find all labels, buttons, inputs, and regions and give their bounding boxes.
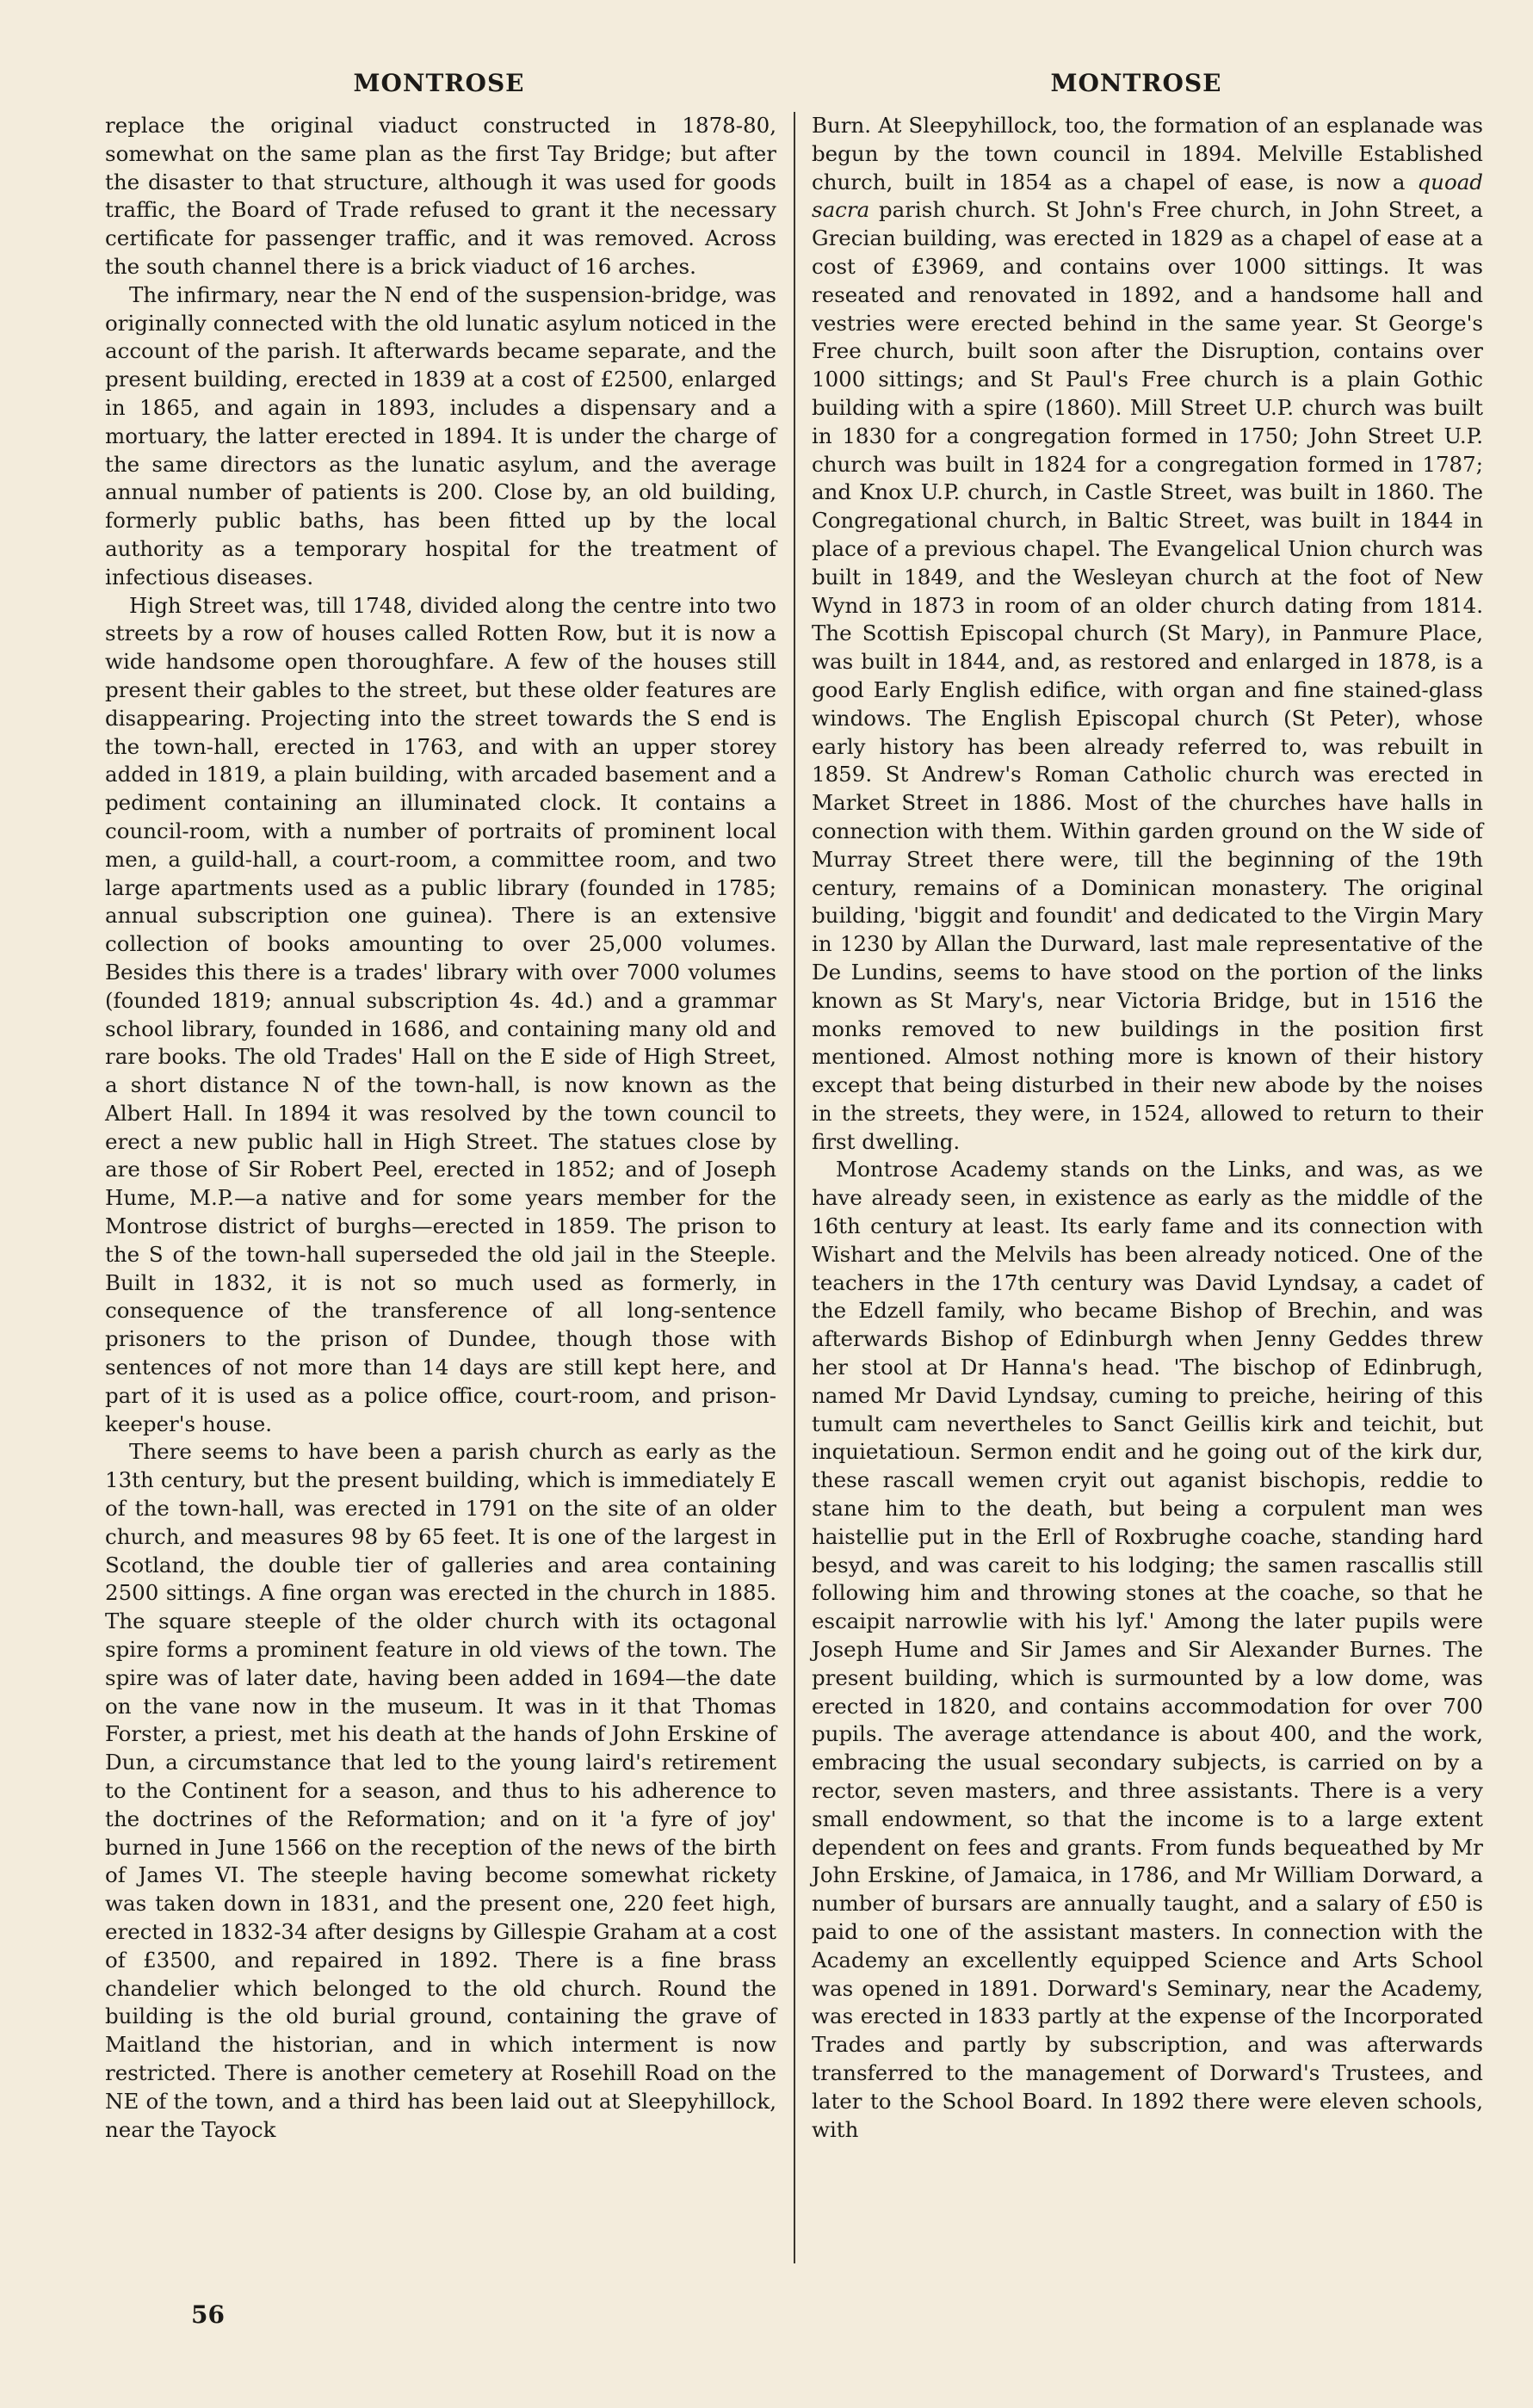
- left-column: [105, 112, 776, 2144]
- running-head-left: MONTROSE: [353, 69, 525, 97]
- paragraph: [812, 112, 1483, 1156]
- right-column: [812, 112, 1483, 2144]
- text-run: Burn. At Sleepyhillock, too, the formation of an esplanade was begun by the town council in 1894. Melville Established church, built in 1854 as a chapel of ease, is now a: [812, 113, 1483, 194]
- page-number: 56: [191, 2300, 225, 2329]
- running-head-right: MONTROSE: [1050, 69, 1222, 97]
- paragraph: The infirmary, near the N end of the suspension-bridge, was originally connected with the old lunatic asylum noticed in the account of the parish. It afterwards became separate, and the present building, erected in 1839 at a cost of £2500, enlarged in 1865, and again in 1893, includes a dispensary and a mortuary, the latter erected in 1894. It is under the charge of the same directors as the lunatic asylum, and the average annual number of patients is 200. Close by, an old building, formerly public baths, has been fitted up by the local authority as a temporary hospital for the treatment of infectious diseases.: [105, 281, 776, 590]
- italic-text: quoad sacra: [812, 169, 1483, 223]
- paragraph: There seems to have been a parish church as early as the 13th century, but the present building, which is immediately E of the town-hall, was erected in 1791 on the site of an older church, and measures 98 by 65 feet. It is one of the largest in Scotland, the double tier of galleries and area containing 2500 sittings. A fine organ was erected in the church in 1885. The square steeple of the older church with its octagonal spire forms a prominent feature in old views of the town. The spire was of later date, having been added in 1694—the date on the vane now in the museum. It was in it that Thomas Forster, a priest, met his death at the hands of John Erskine of Dun, a circumstance that led to the young laird's retirement to the Continent for a season, and thus to his adherence to the doctrines of the Reformation; and on it 'a fyre of joy' burned in June 1566 on the reception of the news of the birth of James VI. The steeple having become somewhat rickety was taken down in 1831, and the present one, 220 feet high, erected in 1832-34 after designs by Gillespie Graham at a cost of £3500, and repaired in 1892. There is a fine brass chandelier which belonged to the old church. Round the building is the old burial ground, containing the grave of Maitland the historian, and in which interment is now restricted. There is another cemetery at Rosehill Road on the NE of the town, and a third has been laid out at Sleepyhillock, near the Tayock: [105, 1439, 776, 2142]
- paragraph: High Street was, till 1748, divided along the centre into two streets by a row of houses called Rotten Row, but it is now a wide handsome open thoroughfare. A few of the houses still present their gables to the street, but these older features are disappearing. Projecting into the street towards the S end is the town-hall, erected in 1763, and with an upper storey added in 1819, a plain building, with arcaded basement and a pediment containing an illuminated clock. It contains a council-room, with a number of portraits of prominent local men, a guild-hall, a court-room, a committee room, and two large apartments used as a public library (founded in 1785; annual subscription one guinea). There is an extensive collection of books amounting to over 25,000 volumes. Besides this there is a trades' library with over 7000 volumes (founded 1819; annual subscription 4s. 4d.) and a grammar school library, founded in 1686, and containing many old and rare books. The old Trades' Hall on the E side of High Street, a short distance N of the town-hall, is now known as the Albert Hall. In 1894 it was resolved by the town council to erect a new public hall in High Street. The statues close by are those of Sir Robert Peel, erected in 1852; and of Joseph Hume, M.P.—a native and for some years member for the Montrose district of burghs—erected in 1859. The prison to the S of the town-hall superseded the old jail in the Steeple. Built in 1832, it is not so much used as formerly, in consequence of the transference of all long-sentence prisoners to the prison of Dundee, though those with sentences of not more than 14 days are still kept here, and part of it is used as a police office, court-room, and prison-keeper's house.: [105, 592, 776, 1436]
- paragraph: Montrose Academy stands on the Links, and was, as we have already seen, in existence as early as the middle of the 16th century at least. Its early fame and its connection with Wishart and the Melvils has been already noticed. One of the teachers in the 17th century was David Lyndsay, a cadet of the Edzell family, who became Bishop of Brechin, and was afterwards Bishop of Edinburgh when Jenny Geddes threw her stool at Dr Hanna's head. 'The bischop of Edinbrugh, named Mr David Lyndsay, cuming to preiche, heiring of this tumult cam nevertheles to Sanct Geillis kirk and teichit, but inquietatioun. Sermon endit and he going out of the kirk dur, these rascall wemen cryit out aganist bischopis, reddie to stane him to the death, but being a corpulent man wes haistellie put in the Erll of Roxbrughe coache, standing hard besyd, and was careit to his lodging; the samen rascallis still following him and throwing stones at the coache, so that he escaipit narrowlie with his lyf.' Among the later pupils were Joseph Hume and Sir James and Sir Alexander Burnes. The present building, which is surmounted by a low dome, was erected in 1820, and contains accommodation for over 700 pupils. The average attendance is about 400, and the work, embracing the usual secondary subjects, is carried on by a rector, seven masters, and three assistants. There is a very small endowment, so that the income is to a large extent dependent on fees and grants. From funds bequeathed by Mr John Erskine, of Jamaica, in 1786, and Mr William Dorward, a number of bursars are annually taught, and a salary of £50 is paid to one of the assistant masters. In connection with the Academy an excellently equipped Science and Arts School was opened in 1891. Dorward's Seminary, near the Academy, was erected in 1833 partly at the expense of the Incorporated Trades and partly by subscription, and was afterwards transferred to the management of Dorward's Trustees, and later to the School Board. In 1892 there were eleven schools, with: [812, 1157, 1483, 2142]
- text-run: parish church. St John's Free church, in John Street, a Grecian building, was erected in 1829 as a chapel of ease at a cost of £3969, and contains over 1000 sittings. It was reseated and renovated in 1892, and a handsome hall and vestries were erected behind in the same year. St George's Free church, built soon after the Disruption, contains over 1000 sittings; and St Paul's Free church is a plain Gothic building with a spire (1860). Mill Street U.P. church was built in 1830 for a congregation formed in 1750; John Street U.P. church was built in 1824 for a congregation formed in 1787; and Knox U.P. church, in Castle Street, was built in 1860. The Congregational church, in Baltic Street, was built in 1844 in place of a previous chapel. The Evangelical Union church was built in 1849, and the Wesleyan church at the foot of New Wynd in 1873 in room of an older church dating from 1814. The Scottish Episcopal church (St Mary), in Panmure Place, was built in 1844, and, as restored and enlarged in 1878, is a good Early English edifice, with organ and fine stained-glass windows. The English Episcopal church (St Peter), whose early history has been already referred to, was rebuilt in 1859. St Andrew's Roman Catholic church was erected in Market Street in 1886. Most of the churches have halls in connection with them. Within garden ground on the W side of Murray Street there were, till the beginning of the 19th century, remains of a Dominican monastery. The original building, 'biggit and foundit' and dedicated to the Virgin Mary in 1230 by Allan the Durward, last male representative of the De Lundins, seems to have stood on the portion of the links known as St Mary's, near Victoria Bridge, but in 1516 the monks removed to new buildings in the position first mentioned. Almost nothing more is known of their history except that being disturbed in their new abode by the noises in the streets, they were, in 1524, allowed to return to their first dwelling.: [812, 197, 1483, 1154]
- paragraph: replace the original viaduct constructed in 1878-80, somewhat on the same plan as the first Tay Bridge; but after the disaster to that structure, although it was used for goods traffic, the Board of Trade refused to grant it the necessary certificate for passenger traffic, and it was removed. Across the south channel there is a brick viaduct of 16 arches.: [105, 113, 776, 279]
- column-divider: [794, 112, 795, 2263]
